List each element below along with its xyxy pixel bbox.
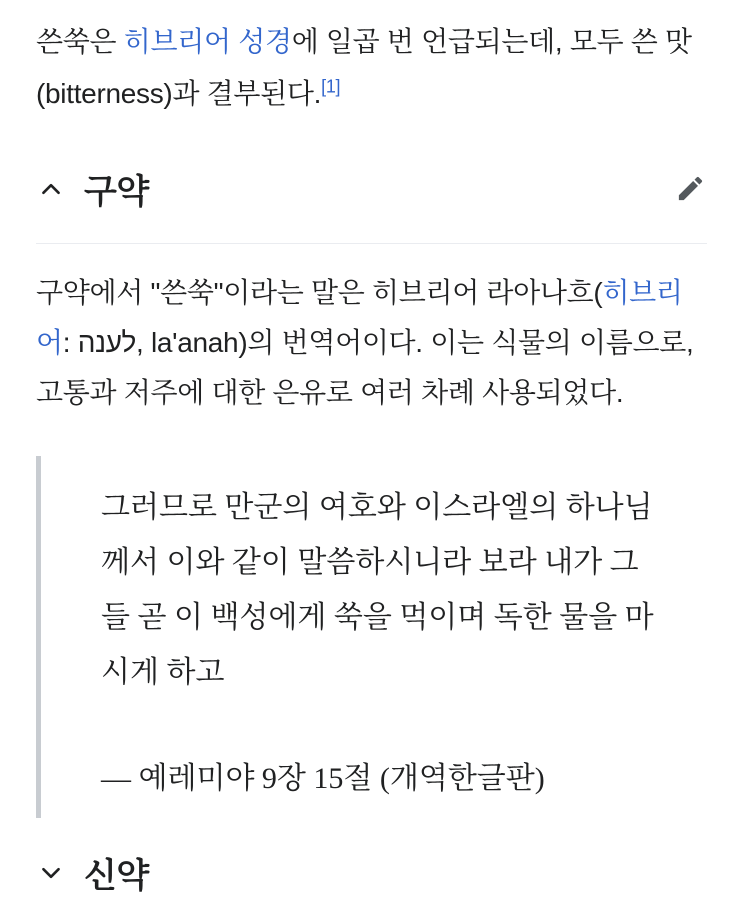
section-title-old-testament: 구약	[84, 173, 149, 211]
quote-text: 그러므로 만군의 여호와 이스라엘의 하나님께서 이와 같이 말씀하시니라 보라 내가 그들 곧 이 백성에게 쑥을 먹이며 독한 물을 마시게 하고	[101, 491, 654, 689]
bible-blockquote	[36, 456, 707, 818]
section-heading-old-testament[interactable]	[36, 164, 707, 213]
ot-text-after-link: : לענה, la'anah)의 번역어이다. 이는 식물의 이름으로, 고통과 저주에 대한 은유로 여러 차례 사용되었다.	[36, 327, 694, 408]
section-title-new-testament: 신약	[84, 857, 149, 895]
intro-text-before-link: 쓴쑥은	[36, 26, 124, 57]
intro-text-after-link: 에 일곱 번 언급되는데, 모두 쓴 맛(bitterness)과 결부된다.	[36, 26, 692, 109]
reference-1-link[interactable]: [1]	[321, 76, 341, 97]
section-heading-new-testament[interactable]	[36, 848, 707, 897]
chevron-down-icon	[36, 858, 66, 888]
hebrew-bible-link[interactable]: 히브리어 성경	[123, 26, 292, 57]
section-divider	[36, 243, 707, 244]
hebrew-language-link[interactable]: 히브리어	[36, 277, 683, 358]
intro-paragraph	[36, 0, 707, 120]
reference-superscript	[321, 77, 340, 97]
ot-text-before-link: 구약에서 "쓴쑥"이라는 말은 히브리어 라아나흐(	[36, 277, 603, 308]
old-testament-paragraph	[36, 268, 707, 418]
edit-pencil-icon[interactable]	[673, 172, 707, 206]
chevron-up-icon	[36, 174, 66, 204]
quote-attribution: — 예레미야 9장 15절 (개역한글판)	[101, 762, 545, 795]
